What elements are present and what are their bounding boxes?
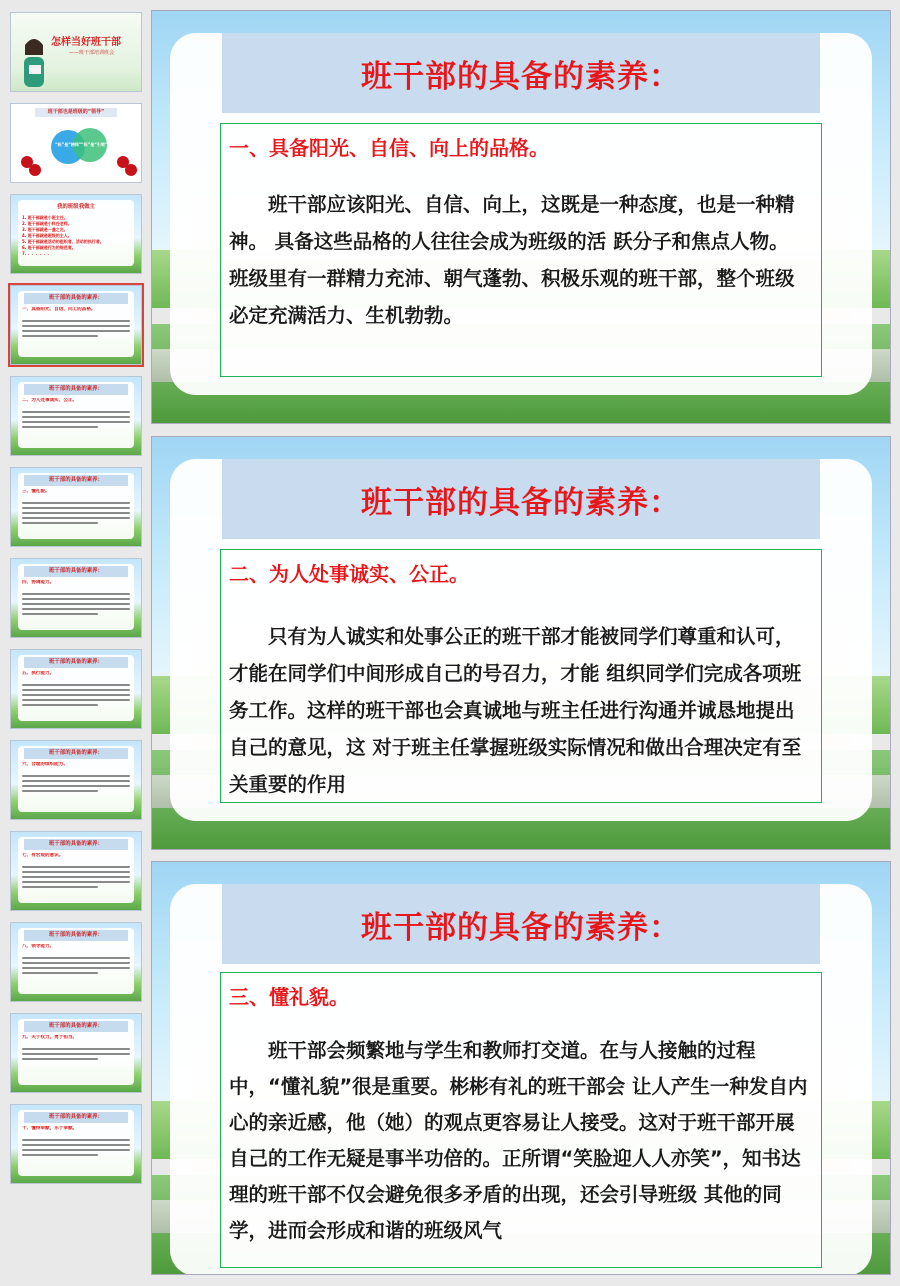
thumb-list: 1. 班干部就是小班主任。 2. 班干部就是小科任老师。 3. 班干部就是一盏之光。 4. 班干部就是班级的主人。 5. 班干部就是活动的组织者、活动的执行者。 6. 班干部就是行为的规范者。 7. 。。。。。。: [22, 215, 104, 255]
thumb-title: 班干部的具备的素养：: [24, 839, 128, 850]
thumb-subheading: 六、合理的组织能力。: [22, 762, 68, 767]
thumb-title: 我的班级我做主: [57, 204, 95, 210]
section-subheading: 一、具备阳光、自信、向上的品格。: [229, 136, 549, 160]
slide-thumbnail-10[interactable]: [10, 831, 142, 911]
slide-thumbnail-9[interactable]: [10, 740, 142, 820]
thumb-subheading: 四、协调能力。: [22, 580, 55, 585]
slide-thumbnail-8[interactable]: [10, 649, 142, 729]
content-box[interactable]: [220, 972, 822, 1268]
thumb-title: 班干部的具备的素养：: [24, 1021, 128, 1032]
slide-thumbnail-6[interactable]: [10, 467, 142, 547]
thumb-subheading: 五、执行能力。: [22, 671, 55, 676]
slide-heading[interactable]: 班干部的具备的素养：: [222, 884, 820, 964]
slide-thumbnail-1[interactable]: [10, 12, 142, 92]
thumb-title: 怎样当好班干部: [51, 37, 121, 48]
slide-canvas-2[interactable]: [151, 436, 891, 850]
rose-icon: [125, 164, 137, 176]
slide-thumbnail-7[interactable]: [10, 558, 142, 638]
thumbnail-panel[interactable]: [0, 0, 148, 1286]
section-subheading: 三、懂礼貌。: [229, 985, 349, 1009]
thumb-bubble-text-1: “标”是“榜样”: [55, 142, 82, 147]
slide-thumbnail-3[interactable]: [10, 194, 142, 274]
slide-thumbnail-13[interactable]: [10, 1104, 142, 1184]
thumb-subheading: 九、关于权力，勇于担当。: [22, 1035, 78, 1040]
content-card: [170, 459, 872, 821]
section-paragraph: 班干部会频繁地与学生和教师打交道。在与人接触的过程中，“懂礼貌”很是重要。彬彬有礼的班干部会 让人产生一种发自内心的亲近感，他（她）的观点更容易让人接受。这对于班干部开展自己的工作无疑是事半功倍的。正所谓“笑脸迎人人亦笑”，知书达理的班干部不仅会避免很多矛盾的出现，还会引导班级 其他的同学，进而会形成和谐的班级风气: [229, 1039, 808, 1242]
thumb-title: 班干部的具备的素养：: [24, 384, 128, 395]
thumb-subtitle: ——班干部培训班会: [69, 50, 115, 56]
thumb-subheading: 七、有宏观的意识。: [22, 853, 64, 858]
slide-thumbnail-12[interactable]: [10, 1013, 142, 1093]
thumb-title: 班干部的具备的素养：: [24, 1112, 128, 1123]
teacher-illustration: [21, 35, 47, 91]
slide-thumbnail-11[interactable]: [10, 922, 142, 1002]
thumb-title: 班干部的具备的素养：: [24, 930, 128, 941]
thumb-title: 班干部的具备的素养：: [24, 293, 128, 304]
thumb-bubble-text-2: “标”是“引领”: [81, 142, 108, 147]
slide-canvas-3[interactable]: [151, 861, 891, 1275]
thumb-subheading: 一、具备阳光、自信、向上的品格。: [22, 307, 96, 312]
section-subheading: 二、为人处事诚实、公正。: [229, 562, 469, 586]
thumb-subheading: 三、懂礼貌。: [22, 489, 50, 494]
slide-thumbnail-5[interactable]: [10, 376, 142, 456]
thumb-title: 班干部的具备的素养：: [24, 748, 128, 759]
slide-thumbnail-2[interactable]: [10, 103, 142, 183]
thumb-subheading: 八、领导能力。: [22, 944, 55, 949]
slide-thumbnail-4[interactable]: [10, 285, 142, 365]
content-card: [170, 884, 872, 1275]
thumb-title: 班干部的具备的素养：: [24, 566, 128, 577]
rose-icon: [29, 164, 41, 176]
content-card: [170, 33, 872, 395]
thumb-title: 班干部的具备的素养：: [24, 475, 128, 486]
section-paragraph: 只有为人诚实和处事公正的班干部才能被同学们尊重和认可，才能在同学们中间形成自己的号召力，才能 组织同学们完成各项班务工作。这样的班干部也会真诚地与班主任进行沟通并诚恳地提出自己的意见，这 对于班主任掌握班级实际情况和做出合理决定有至关重要的作用: [229, 625, 802, 796]
thumb-title: 班干部也是班级的“领导”: [35, 108, 117, 117]
thumb-subheading: 十、懂得奉献，乐于奉献。: [22, 1126, 78, 1131]
thumb-subheading: 二、为人处事诚实、公正。: [22, 398, 78, 403]
slide-heading[interactable]: 班干部的具备的素养：: [222, 459, 820, 539]
content-box[interactable]: [220, 123, 822, 377]
content-box[interactable]: [220, 549, 822, 803]
slide-canvas-1[interactable]: [151, 10, 891, 424]
thumb-title: 班干部的具备的素养：: [24, 657, 128, 668]
section-paragraph: 班干部应该阳光、自信、向上，这既是一种态度，也是一种精神。 具备这些品格的人往往会成为班级的活 跃分子和焦点人物。 班级里有一群精力充沛、朝气蓬勃、积极乐观的班干部，整个班级必定充满活力、生机勃勃。: [229, 193, 795, 327]
slide-heading[interactable]: 班干部的具备的素养：: [222, 33, 820, 113]
